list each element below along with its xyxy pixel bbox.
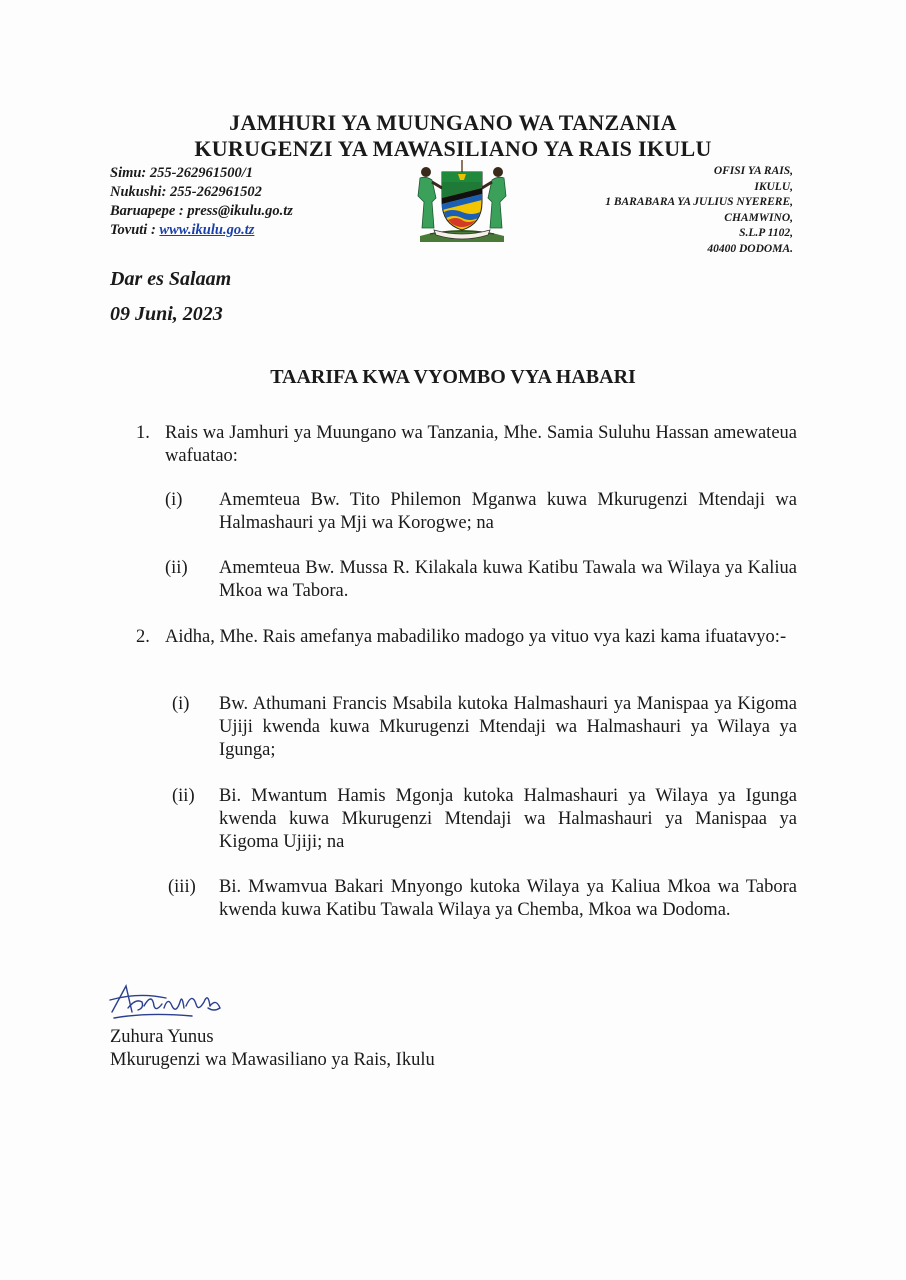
list-item-number: (iii) xyxy=(168,877,196,897)
address-line-1: OFISI YA RAIS, xyxy=(713,165,793,177)
address-line-3: 1 BARABARA YA JULIUS NYERERE, xyxy=(605,196,793,208)
header-title-line1: JAMHURI YA MUUNGANO WA TANZANIA xyxy=(229,110,677,135)
website-line xyxy=(110,221,293,240)
list-item-text: Bw. Athumani Francis Msabila kutoka Halmashauri ya Manispaa ya Kigoma Ujiji kwenda kuwa Mkurugenzi Mtendaji wa Halmashauri ya Wilaya ya Igunga; xyxy=(219,694,797,760)
section-number: 1. xyxy=(136,423,150,443)
signature-icon xyxy=(108,978,226,1022)
section-text: Rais wa Jamhuri ya Muungano wa Tanzania, Mhe. Samia Suluhu Hassan amewateua wafuatao: xyxy=(165,423,797,466)
address-line-6: 40400 DODOMA. xyxy=(707,242,793,255)
document-heading: TAARIFA KWA VYOMBO VYA HABARI xyxy=(270,366,636,388)
section-number: 2. xyxy=(136,627,150,647)
list-item-number: (ii) xyxy=(165,558,188,578)
address-line-5: S.L.P 1102, xyxy=(739,227,793,239)
contact-right-block xyxy=(605,164,793,257)
list-item-number: (i) xyxy=(165,490,183,510)
website-label: Tovuti : xyxy=(110,222,160,238)
address-line-4: CHAMWINO, xyxy=(724,211,793,224)
fax-number: Nukushi: 255-262961502 xyxy=(110,184,262,200)
section-text: Aidha, Mhe. Rais amefanya mabadiliko madogo ya vituo vya kazi kama ifuatavyo:- xyxy=(165,627,787,647)
signatory-title: Mkurugenzi wa Mawasiliano ya Rais, Ikulu xyxy=(110,1050,435,1070)
list-item-number: (ii) xyxy=(172,786,195,806)
list-item-text: Bi. Mwamvua Bakari Mnyongo kutoka Wilaya ya Kaliua Mkoa wa Tabora kwenda kuwa Katibu Tawala Wilaya ya Chemba, Mkoa wa Dodoma. xyxy=(219,877,797,920)
coat-of-arms-icon xyxy=(412,158,512,244)
list-item-text: Amemteua Bw. Tito Philemon Mganwa kuwa Mkurugenzi Mtendaji wa Halmashauri ya Mji wa Korogwe; na xyxy=(219,490,797,533)
list-item-text: Amemteua Bw. Mussa R. Kilakala kuwa Katibu Tawala wa Wilaya ya Kaliua Mkoa wa Tabora. xyxy=(219,558,797,601)
contact-left-block xyxy=(110,164,293,240)
phone-number: Simu: 255-262961500/1 xyxy=(110,165,253,181)
website-link[interactable]: www.ikulu.go.tz xyxy=(159,222,255,238)
dateline-date: 09 Juni, 2023 xyxy=(110,303,223,325)
dateline-place: Dar es Salaam xyxy=(110,268,232,290)
signatory-name: Zuhura Yunus xyxy=(110,1027,214,1047)
address-line-2: IKULU, xyxy=(754,180,793,193)
list-item-text: Bi. Mwantum Hamis Mgonja kutoka Halmashauri ya Wilaya ya Igunga kwenda kuwa Mkurugenzi Mtendaji wa Halmashauri ya Manispaa ya Kigoma Ujiji; na xyxy=(219,786,797,852)
header-title-line2: KURUGENZI YA MAWASILIANO YA RAIS IKULU xyxy=(194,136,712,161)
email-address: Baruapepe : press@ikulu.go.tz xyxy=(110,203,293,219)
list-item-number: (i) xyxy=(172,694,190,714)
